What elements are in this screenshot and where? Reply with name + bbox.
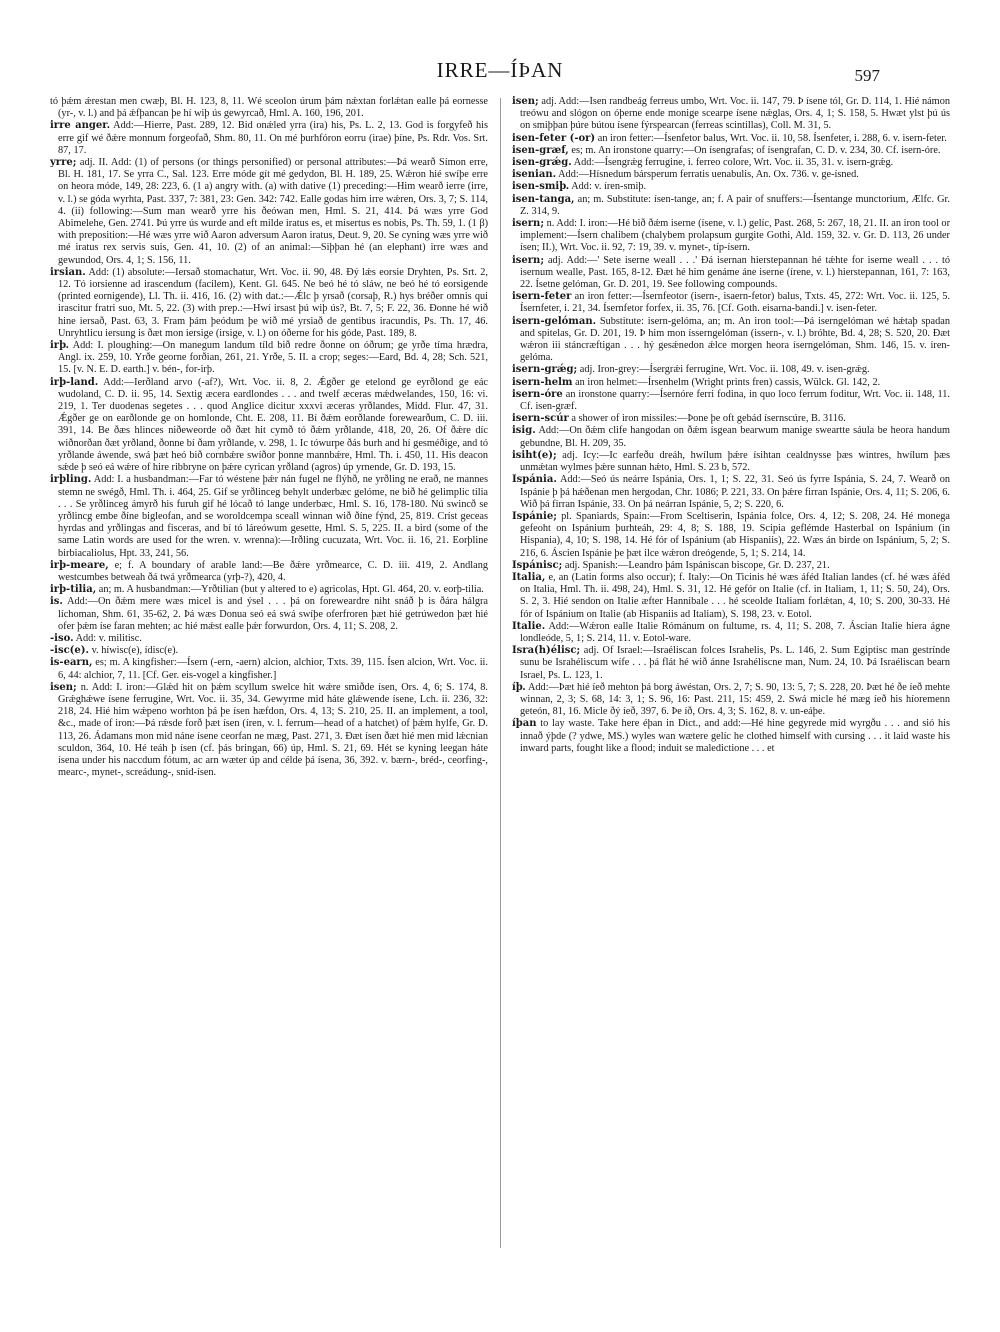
entry-text: n. Add: I. iron:—Glǽd hit on þǽm scyllum swelce hit wǽre smiðde ísen, Ors. 4, 6; S. 174, 8. Grǽghǽwe ísene ferrugine, Wrt. Voc. ii. 35, 34. Gewyrme mid háte glǽwende ísene, Lch. ii. 236, 32: 218, 24. Hié him wǽpeno worhton þá þe ísen hæfdon, Ors. 4, 13; S. 210, 25. II. an implement, a tool, &c., made of iron:—Þá rǽsde forð þæt ísen (íren, v. l. ferrum—head of a hatchet) of þǽm hylfe, Gr. D. 113, 26. Ádamans mon mid náne ísene ceorfan ne mæg, Past. 271, 3. Ðæt ísen ðæt hié men mid lǽcnian sculdon, 364, 10. Hé teáh þ ísen (cf. þás bringan, 66) úp, Hml. S. 21, 69. Hét se kyning leegan háte ísena under his naccdum fótum, ac arn wæter úp and célde þá ísena, 36, 392. v. bærn-, bréd-, ceorfing-, mearc-, mynet-, screádung-, snid-ísen.	[58, 681, 488, 779]
dictionary-entry	[512, 413, 950, 425]
dictionary-entry	[512, 377, 950, 389]
dictionary-entry	[50, 120, 488, 157]
entry-text: a shower of iron missiles:—Þone þe oft gebád ísernscúre, B. 3116.	[571, 413, 846, 425]
dictionary-entry	[512, 169, 950, 181]
entry-headword: Ispánia.	[512, 474, 557, 486]
entry-headword: isern;	[512, 218, 545, 230]
dictionary-entry	[50, 682, 488, 780]
entry-text: n. Add: I. iron:—Hé bið ðǽm iserne (ísene, v. l.) gelíc, Past. 268, 5: 267, 18, 21. II. an iron tool or implement:—Ísern chalibem (chalybem prolapsum gurgite Gothi, Ald. 159, 32. v. Gr. D. 113, 26 under ísen; II.), Wrt. Voc. ii. 92, 7: 19, 39. v. mynet-, típ-ísern.	[520, 218, 950, 254]
dictionary-entry	[50, 377, 488, 475]
entry-text: an iron fetter:—Ísenfetor balus, Wrt. Voc. ii. 10, 58. Ísenfeter, i. 288, 6. v. isern-feter.	[597, 132, 947, 144]
entry-text: an; m. A husbandman:—Yrðtilian (but y altered to e) agricolas, Hpt. Gl. 464, 20. v. eorþ-tilia.	[98, 584, 484, 596]
entry-headword: Ispánie;	[512, 510, 557, 522]
entry-headword: -isc(e).	[50, 645, 89, 657]
entry-headword: yrre;	[50, 157, 77, 169]
entry-headword: -iso.	[50, 632, 74, 644]
right-column	[512, 96, 950, 1276]
entry-text: e, an (Latin forms also occur); f. Italy:—On Ticinis hé wæs áféd Italian landes (cf. hé wæs áféd on Italia, Hml. Th. ii. 498, 24), Hml. S. 31, 12. Hé gefór on Italie (cf. in Italiam, 1, 11; S. 50, 24), Ors. S. 2, 3. Hié sendon on Italie æfter Hannibale . . . hé sceolde Italiam forlǽtan, 4, 10; S. 200, 30-33. Hé fór of Ispánium on Italie (ab Hispaniis ad Italiam), S. 198, 23. v. Eotol.	[520, 571, 950, 620]
dictionary-entry	[512, 389, 950, 413]
entry-text: es; m. An ironstone quarry:—On ísengrafas; of ísengrafan, C. D. v. 234, 30. Cf. isern-óre.	[571, 144, 941, 156]
entry-text: adj. Spanish:—Leandro þám Ispániscan biscope, Gr. D. 237, 21.	[564, 559, 830, 571]
entry-headword: isern-óre	[512, 388, 563, 400]
entry-text: to lay waste. Take here éþan in Dict., and add:—Hé hine gegyrede mid wyrgðu . . . and sió his innað ýþde (? ydwe, MS.) wyles wan wætere gelíc he clothed himself with cursing . . . it laid waste his inward parts, fought like a flood; induit se maledictione . . . et	[520, 718, 950, 754]
entry-headword: irþ-land.	[50, 376, 99, 388]
entry-headword: Italia,	[512, 571, 546, 583]
entry-headword: irþ-tilia,	[50, 584, 97, 596]
dictionary-entry	[512, 181, 950, 193]
entry-text: Add: v. íren-smiþ.	[571, 181, 647, 193]
entry-headword: isern-helm	[512, 376, 573, 388]
entry-text: Add: v. militisc.	[75, 632, 142, 644]
dictionary-entry	[512, 621, 950, 645]
entry-headword: isiht(e);	[512, 449, 557, 461]
page-title: IRRE—ÍÞAN	[436, 58, 564, 82]
dictionary-entry	[512, 145, 950, 157]
entry-headword: is.	[50, 596, 63, 608]
text-columns	[50, 96, 950, 1276]
entry-headword: isen-græf,	[512, 144, 569, 156]
entry-text: Add:—Ierðland arvo (-af?), Wrt. Voc. ii. 8, 2. Ǽgðer ge etelond ge eyrðlond ge eác wudoland, C. D. ii. 95, 14. Sextig æcera eardlondes . . . and twelf æceras mǽdwelandes, 150, 16: vi. 219, 1. Ter duodenas segetes . . . quod Anglice dicitur xxxvi æceras yrðlandes, Midd. Flur. 47, 31. Ǽgðer ge on earðlonde ge on homlonde, Cht. E. 208, 11. Bí ðǽm eorðlande forewearðum, C. D. iii. 391, 14. Be ðæs hlinces niðeweorde oð ðæt hit cymð tó ðǽm yrðlande, 418, 20, 26. Of ðǽre díc wiðnorðan ðæt yrðland, ðonne bí ðam yrðlande, v. 298, 1. Ic tówurpe ðás burh and hí gesméðige, and tó yrðlande áwende, swá þæt heó bið cornbǽre swíðor þonne mannbǽre, Hml. Th. i. 450, 11. His deacon sǽde þ seó eá wǽre of hire ribbryne on þǽre cyrican yrðland (agros) úp yrnende, Gr. D. 193, 15.	[58, 376, 488, 474]
entry-headword: isen;	[512, 96, 539, 107]
dictionary-entry	[512, 425, 950, 449]
dictionary-entry	[512, 718, 950, 755]
dictionary-entry	[50, 596, 488, 633]
entry-headword: isen;	[50, 681, 77, 693]
entry-headword: isern-grǽg;	[512, 364, 578, 376]
dictionary-entry	[512, 450, 950, 474]
entry-headword: isern-gelóman.	[512, 315, 597, 327]
dictionary-entry	[50, 267, 488, 340]
dictionary-entry	[512, 96, 950, 133]
dictionary-entry	[50, 340, 488, 377]
entry-text: Add:—Hísnedum bársperum ferratis uenabulis, An. Ox. 736. v. ge-ísned.	[558, 169, 859, 181]
entry-headword: isen-grǽg.	[512, 157, 572, 169]
entry-headword: Italie.	[512, 620, 546, 632]
entry-headword: isen-smiþ.	[512, 181, 570, 193]
entry-headword: is-earn,	[50, 657, 93, 669]
dictionary-entry	[50, 657, 488, 681]
dictionary-entry	[512, 316, 950, 365]
page-number: 597	[854, 66, 880, 85]
dictionary-entry	[50, 157, 488, 267]
dictionary-entry	[50, 474, 488, 559]
dictionary-entry	[512, 291, 950, 315]
entry-headword: isern;	[512, 254, 545, 266]
dictionary-entry	[50, 560, 488, 584]
entry-headword: íþ.	[512, 681, 526, 693]
entry-text: Substitute: isern-gelóma, an; m. An iron tool:—Þá iserngelóman wé hǽtaþ spadan and spitelas, Gr. D. 201, 19. Þ him mon ísserngelóman (issern-, v. l.) bróhte, Bd. 4, 28; S. 520, 20. Ðæt wǽron iii stáncræftigan . . . hý gesǽnedon ǽlce morgen heora íserngelóman, Shm. 146, 15. v. íren-gelóma.	[520, 315, 950, 364]
entry-headword: irþ-meare,	[50, 559, 109, 571]
entry-headword: irsian.	[50, 266, 86, 278]
entry-text: an iron fetter:—Ísernfeotor (isern-, isaern-fetor) balus, Txts. 45, 272: Wrt. Voc. ii. 125, 5. Ísernfeter, i. 21, 34. Ísernfetor forfex, ii. 35, 76. [Cf. Goth. eisarna-bandi.] v. isen-feter.	[520, 291, 950, 315]
dictionary-entry	[512, 645, 950, 682]
entry-text: adj. Icy:—Ic earfeðu dreáh, hwílum þǽre ísihtan cealdnysse þæs wintres, hwílum þæs unmǽtan wylmes þǽre sunnan hǽto, Hml. S. 23 b, 572.	[520, 449, 950, 474]
dictionary-entry	[512, 572, 950, 621]
left-column	[50, 96, 488, 1276]
entry-headword: íþan	[512, 718, 537, 730]
entry-text: adj. Add:—Ísen randbeág ferreus umbo, Wrt. Voc. ii. 147, 79. Þ ísene tól, Gr. D. 114, 1. Hié námon treówu and slógon on óþerne ende monige scearpe ísene nǽglas, Ors. 4, 1; S. 158, 5. Hwæt ylst þú ús on smiþþan þúre bútou ísene fýrspearcan (ferreas scintillas), Coll. M. 31, 5.	[520, 96, 950, 132]
running-head	[0, 58, 1000, 88]
dictionary-entry	[50, 645, 488, 657]
dictionary-entry	[512, 133, 950, 145]
entry-headword: isen-tanga,	[512, 193, 575, 205]
entry-text: Add:—On ðǽm clife hangodan on ðǽm ísgean bearwum manige sweartte sáula be heora handum gebundne, Bl. H. 209, 35.	[520, 425, 950, 449]
dictionary-entry	[512, 255, 950, 292]
entry-text: Add:—Wǽron ealle Italie Rómánum on fultume, rs. 4, 11; S. 208, 7. Áscian Italie hiera ágne londleóde, 5, 1; S. 214, 11. v. Eotol-ware.	[520, 620, 950, 644]
entry-text: Add:—Hierre, Past. 289, 12. Bid onǽled yrra (ira) his, Ps. L. 2, 13. God is forgyfeð his erre gif wé ðǽre monnum forgeofað, Shm. 80, 11. On mé þurhfóron eorru (irae) þíne, Ps. Rdr. Vos. Srt. 87, 17.	[58, 120, 488, 156]
entry-text: Add:—Þæt hié íeð mehton þá borg áwéstan, Ors. 2, 7; S. 90, 13: 5, 7; S. 228, 20. Þæt hé ðe íeð mehte winnan, 2, 3; S. 68, 14: 3, 1; S. 96, 16: Past. 211, 15: 459, 2. Swá micle hé mæg íeð his híoremenn geteón, 81, 16. Micle ðý íeð, 397, 6. Þe íð, Ors. 4, 3; S. 162, 8. v. un-eáþe.	[520, 681, 950, 718]
entry-text: Add:—On ðǽm mere wæs micel is and ýsel . . . þá on foreweardre niht snáð þ is ðára hálgra líchoman, Shm. 61, 35-62, 2. Þá wæs Donua seó eá swá swíþe oferfroren þæt hié getrúwedon þæt hié ofer þǽm íse faran mehten; ac hié mǽst ealle þǽr forwurdon, Ors. 4, 11; S. 208, 2.	[58, 596, 488, 632]
dictionary-entry	[512, 194, 950, 218]
entry-text: Add: I. a husbandman:—Far tó wéstene þǽr nán fugel ne flýhð, ne yrðling ne erað, ne mannes stemn ne swégð, Hml. Th. i. 464, 25. Gif se yrðlinceg behylt underbæc gelóme, ne bið hé gelimplic tilia . . . Se yrðlinceg ámyrð his furuh gif hé lócað tó lange underbæc, Hml. S. 16, 178-180. Nú swincð se yrðlincg embe ðíne bigleofan, and se woroldcempa sceall winnan wið ðíne fýnd, 25, 819. Críst geceas hyrdas and yrðlingas and fisceras, and bí tó láreówum gesette, Hml. S. 5, 225. II. a bird (some of the same Latin words are used for the wren. v. wrenna):—Irðling cucuzata, Wrt. Voc. ii. 16, 21. Eorþline birbiacaliolus, Hpt. 33, 241, 56.	[58, 474, 488, 559]
entry-headword: isig.	[512, 425, 536, 437]
dictionary-entry	[512, 474, 950, 511]
entry-text: an ironstone quarry:—Ísernóre ferri fodina, in quo loco ferrum foditur, Wrt. Voc. ii. 148, 11. Cf. isen-græf.	[520, 388, 950, 413]
entry-text: Add: I. ploughing:—On manegum landum tíld bið redre ðonne on óðrum; ge yrðe tíma hrædra, Angl. ix. 259, 10. Yrðe georne forðian, 261, 21. Yrðe, 5. II. a crop; seges:—Eard, Bd. 4, 28; Sch. 521, 15. [v. N. E. D. earth.] v. bén-, for-irþ.	[58, 340, 488, 376]
dictionary-entry	[50, 584, 488, 596]
entry-headword: isen-feter (-or)	[512, 132, 596, 144]
entry-text: v. híwisc(e), ídisc(e).	[91, 645, 179, 657]
entry-text: an iron helmet:—Írsenhelm (Wright prints fren) cassis, Wülck. Gl. 142, 2.	[575, 376, 881, 388]
dictionary-entry	[512, 560, 950, 572]
entry-headword: isenian.	[512, 169, 557, 181]
entry-text: Add:—Seó ús neárre Ispánia, Ors. 1, 1; S. 22, 31. Seó ús fyrre Ispánia, S. 24, 7. Wearð on Ispánie þ þá hǽðenan men hergodan, Chr. 1086; P. 221, 33. On þǽre firran Ispánie, Ors. 4, 11; S. 206, 6. Wið þá firran Ispánie, 33. On þá neárran Ispánie, 5, 2; S. 220, 6.	[520, 474, 950, 510]
entry-text: pl. Spaniards, Spain:—From Sceltiserin, Ispánia folce, Ors. 4, 12; S. 208, 24. Hé monega gefeoht on Ispánium þurhteáh, 29: 4, 8; S. 188, 19. Scipia geflémde Hasterbal on Ispánium (in Hispania), 4, 10; S. 198, 14. Hé fór of Ispánium (ab Hispaniis), 22. Wæs án birde on Ispánium, 5, 2; S. 216, 6. Áscien Ispánie þe þæt ilce wǽron dreógende, 5, 1; S. 214, 14.	[520, 510, 950, 559]
entry-headword: Ispánisc;	[512, 559, 563, 571]
column-divider	[500, 98, 501, 1248]
entry-headword: isern-feter	[512, 291, 572, 303]
dictionary-entry	[512, 157, 950, 169]
dictionary-entry	[512, 682, 950, 719]
entry-text: adj. Of Israel:—Israéliscan folces Israhelis, Ps. L. 146, 2. Sum Egiptisc man gestrínde sunu be Israhéliscum wífe . . . þá flát hé wið ánne Israhéliscne man, Num. 24, 10. Þá Israéliscan bearn Israel, Ps. L. 123, 1.	[520, 645, 950, 681]
entry-text: e; f. A boundary of arable land:—Be ðǽre yrðmearce, C. D. iii. 419, 2. Andlang westcumbes betweah ðá twá yrðmearca (yrþ-?), 420, 4.	[58, 559, 488, 583]
entry-text: adj. Add:—' Sete iserne weall . . .' Ðá isernan hierstepannan hé tǽhte for iserne weall . . . tó isernum wealle, Past. 165, 8-12. Ðæt hé him genáme áne iserne (írene, v. l.) hierstepannan, 161, 7: 163, 22. Ísetne gelóman, Gr. D. 201, 19. See following compounds.	[520, 254, 950, 291]
dictionary-entry	[50, 96, 488, 120]
entry-headword: Isra(h)élisc;	[512, 645, 581, 657]
entry-text: Add: (1) absolute:—Iersað stomachatur, Wrt. Voc. ii. 90, 48. Ðý lǽs eorsie Dryhten, Ps. Srt. 2, 12. Tó iorsienne ad irascendum (facilem), Kent. Gl. 645. Ne beó hé tó sláw, ne beó hé tó eorsigende (printed eornigende), Ll. Th. ii. 416, 16. (2) with dat.:—Ǽlc þ yrsað (corsaþ, R.) hys bréðer omnis qui irascitur fratri suo, Mt. 5, 22. (3) with prep.:—Hwí irsast þú wiþ ús?, Bt. 7, 5; F. 22, 36. Ðonne hé wið hine iersað, Past. 63, 3. Fram þám þeódum þe wið mé yrsiað de gentibus iracundis, Ps. Th. 17, 46. Unryhtlicu iersung is ðæt mon iersige (irsige, v. l.) on óðerne for his góde, Past. 189, 8.	[58, 266, 488, 339]
entry-text: Add:—Ísengrǽg ferrugine, i. ferreo colore, Wrt. Voc. ii. 35, 31. v. isern-grǽg.	[573, 157, 894, 169]
entry-headword: irre anger.	[50, 120, 111, 132]
dictionary-entry	[512, 364, 950, 376]
entry-headword: isern-scúr	[512, 413, 569, 425]
dictionary-entry	[50, 633, 488, 645]
entry-text: tó þǽm ǽrestan men cwæþ, Bl. H. 123, 8, 11. Wé sceolon úrum þám nǽxtan forlǽtan ealle þá eornesse (yr-, v. l.) and þá ǽfþancan þe hí wiþ ús gewyrcað, Hml. A. 160, 196, 201.	[50, 96, 488, 120]
entry-headword: irþ.	[50, 340, 70, 352]
entry-text: adj. Iron-grey:—Ísergrǽi ferrugine, Wrt. Voc. ii. 108, 49. v. isen-grǽg.	[579, 364, 870, 376]
entry-headword: irþling.	[50, 474, 92, 486]
entry-text: adj. II. Add: (1) of persons (or things personified) or personal attributes:—Þá wearð Símon erre, Bl. H. 181, 17. Se yrra C., Sal. 123. Erre móde gít mé gedydon, Bl. H. 189, 25. Wǽron hié swíþe erre on heora móde, 149, 28: 223, 6. (1 a) angry with. (a) with dative (1) preceding:—Him wearð ierre (irre, v. l.) se góda wyrhta, Past. 337, 7: 381, 23: Gen. 342: 742. Ealle godas him irre wǽren, Ors. 3, 7; S. 114, 4. (ii) following:—Sum man wearð yrre his ðeówan men, Hml. S. 21, 414. Þá wæs yrre God Abimelehe, Gen. 2741. Þú yrre ús wurde and eft milde iratus es, et misertus es nobis, Ps. Th. 59, 1. (1 β) with preposition:—Hé wæs yrre wið Aaron adversum Aaron iratus, Deut. 9, 20. Se cyning wæs yrre wið mé iratus rex servis suis, Gen. 41, 10. (2) of an animal:—Siþþan hé (an elephant) irre wæs and gewundod, Ors. 4, 1; S. 156, 11.	[58, 157, 488, 266]
dictionary-entry	[512, 218, 950, 255]
entry-text: an; m. Substitute: ísen-tange, an; f. A pair of snuffers:—Ísentange munctorium, Ælfc. Gr. Z. 314, 9.	[520, 193, 950, 217]
dictionary-entry	[512, 511, 950, 560]
entry-text: es; m. A kingfisher:—Ísern (-ern, -aern) alcion, alchior, Txts. 39, 115. Ísen alcion, Wrt. Voc. ii. 6, 44: alchior, 7, 11. [Cf. Ger. eis-vogel a kingfisher.]	[58, 657, 488, 681]
